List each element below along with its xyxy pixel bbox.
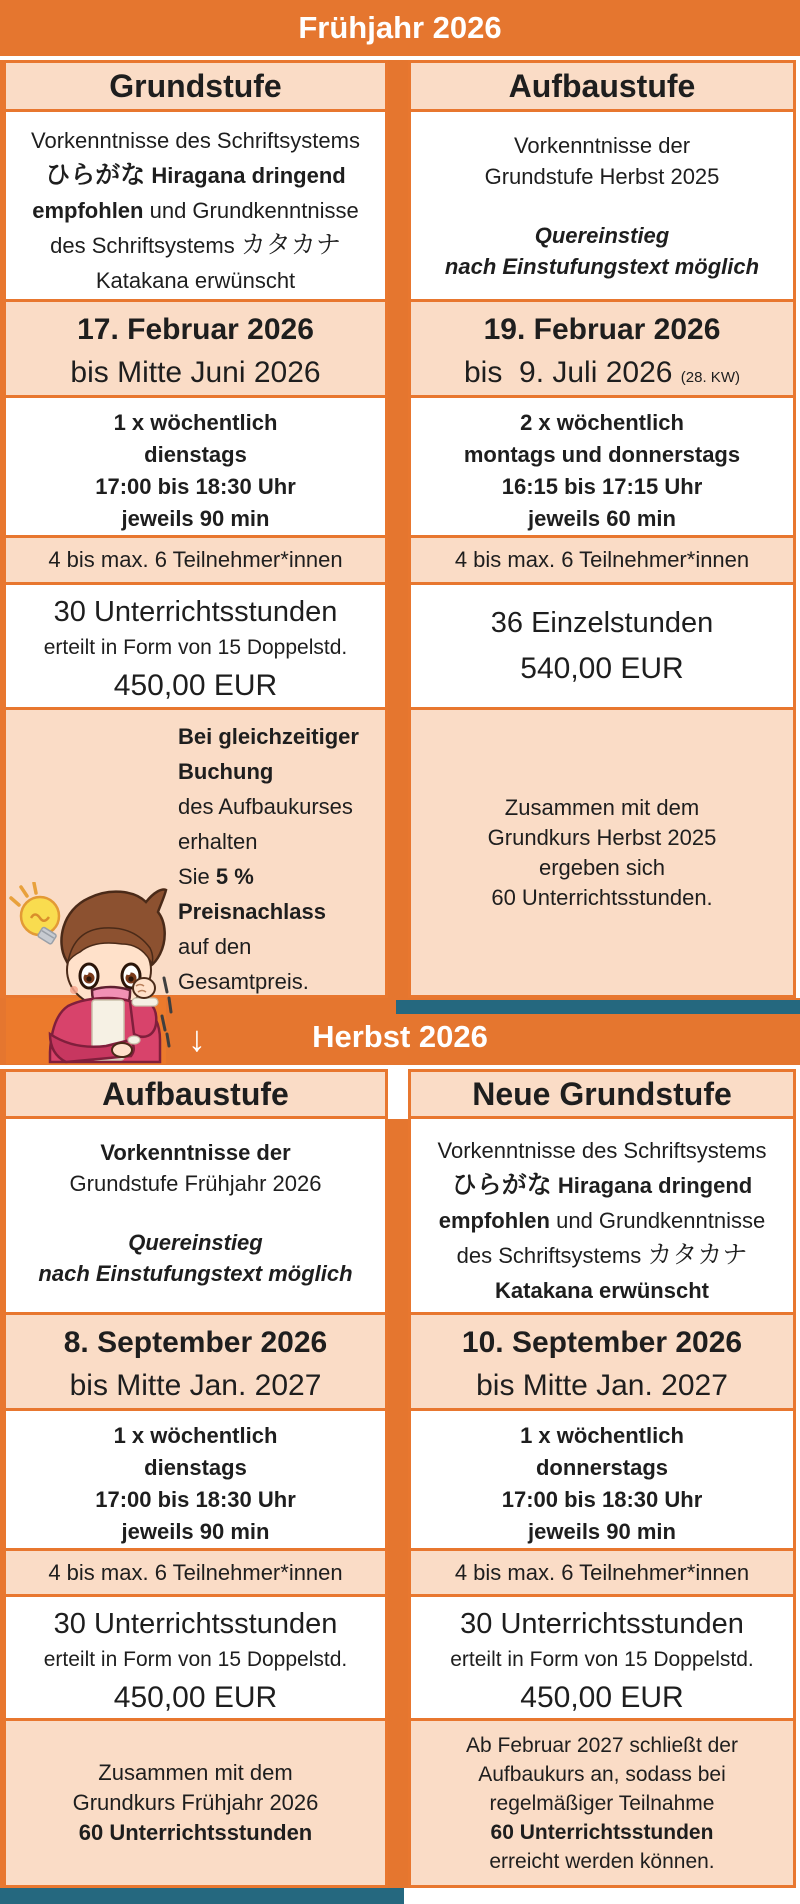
schedule-line: 1 x wöchentlich (113, 410, 278, 435)
course-title: Neue Grundstufe (472, 1075, 732, 1112)
requirements-cell (408, 1116, 796, 1315)
schedule-cell (408, 1408, 796, 1551)
autumn-column-divider (388, 1119, 408, 1888)
note-line: Bei gleichzeitiger (178, 724, 359, 749)
schedule-line: 17:00 bis 18:30 Uhr (95, 474, 296, 499)
course-header (408, 60, 796, 112)
note-line: 60 Unterrichtsstunden. (491, 884, 713, 910)
down-arrow-icon: ↓ (188, 1018, 206, 1059)
note-line: erhalten (178, 829, 258, 854)
lesson-count: 30 Unterrichtsstunden (460, 1608, 744, 1640)
note-line: Gesamtpreis. (178, 969, 309, 994)
requirements-line: Quereinstieg (534, 223, 670, 248)
hand (112, 1043, 132, 1057)
lesson-format: erteilt in Form von 15 Doppelstd. (450, 1648, 754, 1671)
requirements-line: Grundstufe Frühjahr 2026 (69, 1171, 322, 1196)
price-cell (0, 582, 388, 710)
schedule-line: 1 x wöchentlich (113, 1423, 278, 1448)
note-line: Buchung (178, 759, 274, 784)
end-date: bis 9. Juli 2026 (28. KW) (464, 356, 740, 389)
end-date: bis Mitte Jan. 2027 (69, 1369, 322, 1402)
requirements-line: ひらがな Hiragana dringend (451, 1171, 753, 1199)
participants-cell (408, 1548, 796, 1597)
participants-text: 4 bis max. 6 Teilnehmer*innen (454, 547, 750, 572)
requirements-line: Vorkenntnisse der (100, 1140, 291, 1165)
note-line: regelmäßiger Teilnahme (489, 1791, 715, 1815)
schedule-line: jeweils 60 min (528, 506, 676, 531)
requirements-line: Katakana erwünscht (495, 1278, 709, 1303)
lesson-count: 30 Unterrichtsstunden (53, 1608, 338, 1640)
note-line: auf den (178, 934, 252, 959)
requirements-line: Quereinstieg (128, 1230, 263, 1255)
idea-boy-mascot-illustration (4, 882, 174, 1064)
dates-cell (408, 1312, 796, 1411)
note-line: Ab Februar 2027 schließt der (466, 1733, 738, 1757)
requirements-line: nach Einstufungstext möglich (38, 1261, 353, 1286)
note-line: Sie 5 % (178, 864, 254, 889)
requirements-line: des Schriftsystems カタカナ (50, 231, 341, 259)
requirements-line: ひらがな Hiragana dringend (45, 161, 346, 189)
note-line: Grundkurs Herbst 2025 (487, 824, 717, 850)
requirements-line: empfohlen und Grundkenntnisse (438, 1208, 766, 1233)
requirements-line: Vorkenntnisse des Schriftsystems (437, 1138, 767, 1163)
spring-section-title-bar (0, 0, 800, 56)
blank-line (411, 192, 793, 220)
combination-note-cell (408, 707, 796, 998)
schedule-cell (408, 395, 796, 538)
participants-cell (0, 535, 388, 585)
requirements-line: Vorkenntnisse der (513, 133, 691, 158)
requirements-line: nach Einstufungstext möglich (444, 254, 760, 279)
participants-text: 4 bis max. 6 Teilnehmer*innen (454, 1559, 750, 1585)
price-cell (0, 1594, 388, 1721)
lesson-count: 36 Einzelstunden (490, 607, 714, 639)
schedule-line: 17:00 bis 18:30 Uhr (95, 1487, 296, 1512)
lesson-format: erteilt in Form von 15 Doppelstd. (43, 1648, 348, 1671)
schedule-line: 1 x wöchentlich (520, 1423, 684, 1448)
calendar-week-note: (28. KW) (680, 369, 740, 386)
autumn-neue-grundstufe-column (408, 1069, 796, 1888)
spring-aufbaustufe-column (408, 60, 796, 998)
note-line: ergeben sich (539, 854, 665, 880)
end-date: bis Mitte Jan. 2027 (476, 1369, 728, 1402)
course-header (0, 60, 388, 112)
schedule-line: jeweils 90 min (528, 1519, 676, 1544)
dates-cell (0, 299, 388, 398)
note-line: Zusammen mit dem (504, 794, 700, 820)
course-header (408, 1069, 796, 1119)
price: 540,00 EUR (520, 652, 684, 685)
requirements-cell (0, 1116, 388, 1315)
note-line: des Aufbaukurses (178, 794, 353, 819)
teal-accent-stripe-top (396, 1000, 800, 1014)
participants-cell (408, 535, 796, 585)
note-line: Zusammen mit dem (98, 1760, 293, 1785)
note-line: erreicht werden können. (489, 1849, 715, 1873)
requirements-line: Vorkenntnisse des Schriftsystems (31, 128, 360, 153)
schedule-line: montags und donnerstags (463, 442, 741, 467)
autumn-aufbaustufe-column (0, 1069, 388, 1888)
spring-column-divider (388, 60, 408, 998)
schedule-cell (0, 1408, 388, 1551)
schedule-line: 17:00 bis 18:30 Uhr (501, 1487, 703, 1512)
schedule-line: dienstags (144, 1455, 247, 1480)
spring-grundstufe-column (0, 60, 388, 998)
price: 450,00 EUR (520, 1681, 684, 1714)
start-date: 10. September 2026 (461, 1326, 743, 1359)
note-line: Grundkurs Frühjahr 2026 (72, 1790, 319, 1815)
schedule-line: donnerstags (535, 1455, 669, 1480)
price-cell (408, 1594, 796, 1721)
course-title: Aufbaustufe (102, 1075, 289, 1112)
dates-cell (0, 1312, 388, 1411)
requirements-line: Grundstufe Herbst 2025 (484, 164, 720, 189)
price: 450,00 EUR (113, 1681, 278, 1714)
note-line: Preisnachlass (178, 899, 326, 924)
spring-section-title: Frühjahr 2026 (298, 10, 502, 45)
spring-course-table (0, 60, 796, 998)
price: 450,00 EUR (113, 669, 278, 702)
start-date: 17. Februar 2026 (77, 313, 314, 346)
raised-fist (133, 978, 155, 998)
teal-accent-stripe-bottom (0, 1888, 404, 1904)
lesson-format: erteilt in Form von 15 Doppelstd. (43, 636, 348, 659)
dates-cell (408, 299, 796, 398)
blank-line (6, 1199, 385, 1227)
requirements-cell (0, 109, 388, 302)
motion-dashes-icon (162, 978, 171, 1046)
end-date: bis Mitte Juni 2026 (70, 356, 321, 389)
requirements-line: empfohlen und Grundkenntnisse (32, 198, 359, 223)
course-title: Aufbaustufe (508, 67, 696, 104)
start-date: 19. Februar 2026 (483, 313, 721, 346)
note-line: Aufbaukurs an, sodass bei (478, 1762, 726, 1786)
combination-note-cell (0, 1718, 388, 1888)
note-line: 60 Unterrichtsstunden (490, 1820, 714, 1844)
note-line: 60 Unterrichtsstunden (78, 1820, 313, 1845)
lesson-count: 30 Unterrichtsstunden (53, 596, 338, 628)
schedule-cell (0, 395, 388, 538)
schedule-line: 16:15 bis 17:15 Uhr (501, 474, 703, 499)
autumn-course-table (0, 1069, 796, 1888)
continuation-note-cell (408, 1718, 796, 1888)
start-date: 8. September 2026 (63, 1326, 328, 1359)
schedule-line: 2 x wöchentlich (520, 410, 684, 435)
requirements-line: Katakana erwünscht (95, 268, 296, 293)
schedule-line: jeweils 90 min (121, 1519, 270, 1544)
participants-text: 4 bis max. 6 Teilnehmer*innen (48, 1559, 343, 1585)
course-title: Grundstufe (109, 67, 282, 104)
participants-text: 4 bis max. 6 Teilnehmer*innen (48, 547, 343, 572)
requirements-line: des Schriftsystems カタカナ (456, 1241, 748, 1269)
schedule-line: jeweils 90 min (121, 506, 270, 531)
course-header (0, 1069, 388, 1119)
participants-cell (0, 1548, 388, 1597)
requirements-cell (408, 109, 796, 302)
boy-character (50, 890, 166, 1063)
lightbulb-icon (21, 897, 59, 945)
schedule-line: dienstags (144, 442, 247, 467)
autumn-section-title: Herbst 2026 (312, 1018, 488, 1054)
price-cell (408, 582, 796, 710)
